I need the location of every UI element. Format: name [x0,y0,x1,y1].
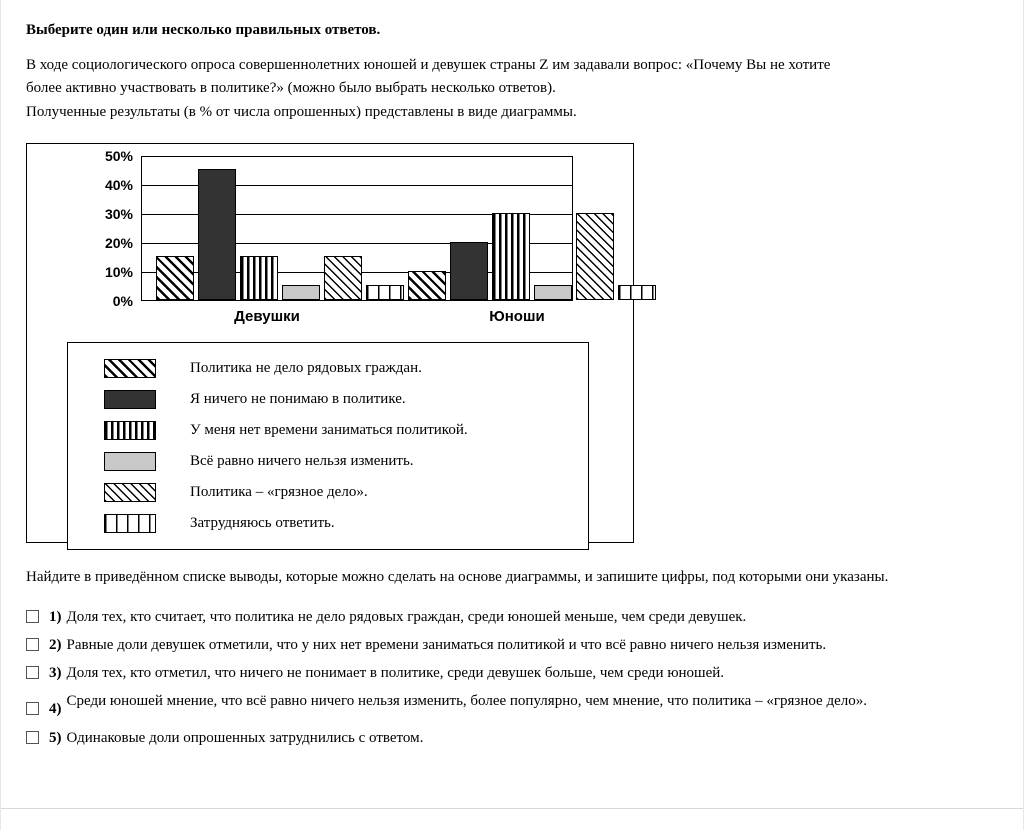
bar-boys-series4 [534,285,572,300]
bar-girls-series3 [240,256,278,300]
footer-divider [0,808,1024,809]
legend-swatch-light-gray-icon [104,452,156,471]
option-row[interactable] [26,607,998,627]
legend-swatch-cross-grid-icon [104,514,156,533]
bar-girls-series4 [282,285,320,300]
option-checkbox-2[interactable] [26,638,39,651]
legend-label-1: Политика не дело рядовых граждан. [190,359,422,376]
y-tick-10: 10% [104,263,133,280]
legend-item [68,415,588,446]
option-number-1: 1) [49,608,62,625]
option-row[interactable] [26,663,998,683]
bar-girls-series2 [198,169,236,300]
option-row[interactable] [26,635,998,655]
option-checkbox-4[interactable] [26,702,39,715]
y-tick-20: 20% [104,234,133,251]
option-text-3: Доля тех, кто отметил, что ничего не понимает в политике, среди девушек больше, чем среди юношей. [66,665,725,682]
legend-label-4: Всё равно ничего нельзя изменить. [190,452,414,469]
bar-chart-figure [26,143,634,543]
option-text-4: Среди юношей мнение, что всё равно ничего нельзя изменить, более популярно, чем мнение, что политика – «грязное дело». [66,693,867,710]
legend-swatch-fine-diagonal-hatch-icon [104,483,156,502]
option-checkbox-1[interactable] [26,610,39,623]
legend-item [68,508,588,539]
y-tick-50: 50% [104,147,133,164]
intro-line-1: В ходе социологического опроса совершеннолетних юношей и девушек страны Z им задавали вопрос: «Почему Вы не хотите [26,57,831,73]
bar-boys-series2 [450,242,488,300]
y-axis-labels [87,147,139,309]
option-number-3: 3) [49,665,62,682]
legend-label-2: Я ничего не понимаю в политике. [190,390,406,407]
answer-options [26,607,998,748]
chart-legend [67,342,589,550]
bar-boys-series3 [492,213,530,300]
task-text: Найдите в приведённом списке выводы, которые можно сделать на основе диаграммы, и запишите цифры, под которыми они указаны. [26,568,889,585]
legend-item [68,477,588,508]
option-text-2: Равные доли девушек отметили, что у них нет времени заниматься политикой и что всё равно ничего нельзя изменить. [66,636,827,653]
bar-girls-series1 [156,256,194,300]
option-text-1: Доля тех, кто считает, что политика не дело рядовых граждан, среди юношей меньше, чем среди девушек. [66,608,747,625]
legend-item [68,353,588,384]
y-tick-40: 40% [104,176,133,193]
instruction-heading: Выберите один или несколько правильных ответов. [26,22,381,38]
group-label-boys: Юноши [489,307,545,325]
legend-item [68,446,588,477]
y-tick-0: 0% [112,292,133,309]
plot-canvas [141,156,573,301]
legend-item [68,384,588,415]
legend-swatch-vertical-lines-icon [104,421,156,440]
legend-label-3: У меня нет времени заниматься политикой. [190,421,468,438]
option-checkbox-5[interactable] [26,731,39,744]
option-number-4: 4) [49,701,62,718]
option-number-5: 5) [49,729,62,746]
intro-line-2: более активно участвовать в политике?» (можно было выбрать несколько ответов). [26,80,556,97]
option-row[interactable] [26,691,998,719]
option-row[interactable] [26,728,998,748]
plot-area [87,147,597,325]
bar-girls-series6 [366,285,404,300]
bar-boys-series6 [618,285,656,300]
intro-line-3: Полученные результаты (в % от числа опрошенных) представлены в виде диаграммы. [26,103,577,120]
legend-swatch-diagonal-hatch-icon [104,359,156,378]
group-label-girls: Девушки [234,307,300,325]
legend-swatch-solid-dark-icon [104,390,156,409]
y-tick-30: 30% [104,205,133,222]
legend-label-5: Политика – «грязное дело». [190,483,368,500]
bar-boys-series1 [408,271,446,300]
option-text-5: Одинаковые доли опрошенных затруднились с ответом. [66,729,424,746]
bar-boys-series5 [576,213,614,300]
bar-girls-series5 [324,256,362,300]
page-edge-left [0,0,1,830]
bars-layer [142,155,573,300]
legend-label-6: Затрудняюсь ответить. [190,514,335,531]
option-checkbox-3[interactable] [26,666,39,679]
option-number-2: 2) [49,636,62,653]
